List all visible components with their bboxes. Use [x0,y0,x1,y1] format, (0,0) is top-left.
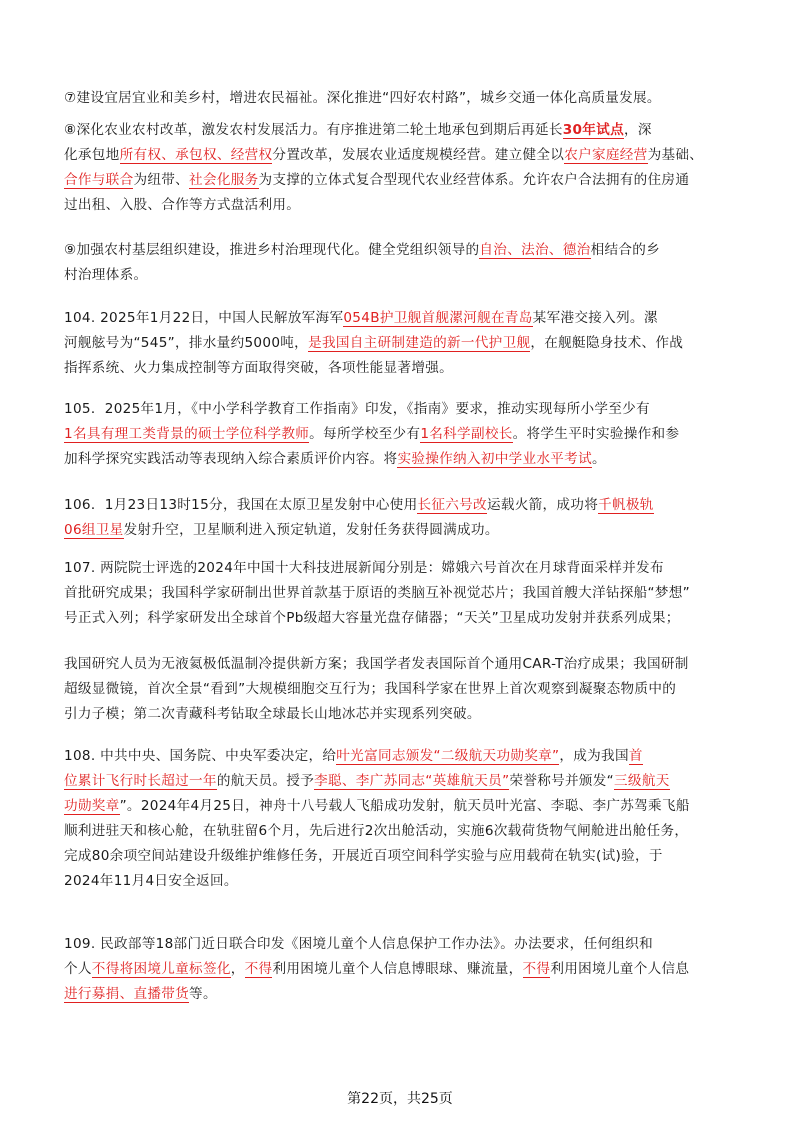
text-run: ，成为我国 [559,748,629,764]
text-run: 河舰舷号为“545”，排水量约5000吨， [64,335,309,351]
paragraph-line [64,422,764,447]
paragraph-line: 号正式入列；科学家研发出全球首个Pb级超大容量光盘存储器；“天关”卫星成功发射并获系列成果； [64,610,680,626]
paragraph-line: 指挥系统、火力集成控制等方面取得突破，各项性能显著增强。 [64,360,454,376]
paragraph-line [64,143,764,168]
text-run: ，在舰艇隐身技术、作战 [530,335,684,351]
paragraph-line [64,306,764,331]
highlight-term: 实验操作纳入初中学业水平考试 [397,451,592,467]
highlight-term: 是我国自主研制建造的新一代护卫舰 [308,335,531,351]
highlight-term: 叶光富同志颁发“二级航天功勋奖章” [336,748,560,764]
text-run: 的航天员。授予 [216,773,315,789]
paragraph-line [64,331,764,356]
text-run: 化承包地 [64,147,120,163]
paragraph-line [64,794,764,819]
paragraph-108 [64,744,764,894]
highlight-term: 不得 [522,961,551,977]
text-run: 108. 中共中央、国务院、中央军委决定，给 [64,748,337,764]
highlight-term: 1名具有理工类背景的硕士学位科学教师 [64,426,310,442]
text-run: ⑧深化农业农村改革，激发农村发展活力。有序推进第二轮土地承包到期后再延长 [64,122,563,138]
paragraph-104 [64,306,764,381]
highlight-term: 进行募捐、直播带货 [64,986,190,1002]
text-run: 等。 [189,986,217,1002]
paragraph-line [64,982,764,1007]
text-run: ， [230,961,245,977]
highlight-term: 06组卫星 [64,522,124,538]
paragraph-line: 过出租、入股、合作等方式盘活利用。 [64,197,301,213]
paragraph-line: 105．2025年1月，《中小学科学教育工作指南》印发，《指南》要求，推动实现每所小学至少有 [64,401,650,417]
highlight-term: 1名科学副校长 [420,426,513,442]
text-run: 运载火箭，成功将 [486,497,599,513]
paragraph-line [64,118,764,143]
text-run: 为纽带、 [133,172,190,188]
paragraph-line: 超级显微镜，首次全景“看到”大规模细胞交互行为；我国科学家在世界上首次观察到凝聚态物质中的 [64,681,677,697]
paragraph-line: 2024年11月4日安全返回。 [64,873,238,889]
text-run: 106．1月23日13时15分，我国在太原卫星发射中心使用 [64,497,418,513]
text-run: 分置改革，发展农业适度规模经营。建立健全以 [272,147,565,163]
highlight-term: 三级航天 [614,773,670,789]
paragraph-9 [64,238,764,288]
text-run: 。每所学校至少有 [309,426,421,442]
highlight-term: 不得 [244,961,273,977]
highlight-term: 千帆极轨 [598,497,654,513]
highlight-term: 自治、法治、德治 [479,242,591,258]
highlight-term: 054B护卫舰首舰漯河舰在青岛 [343,310,533,326]
paragraph-line [64,238,764,263]
text-run: ⑨加强农村基层组织建设，推进乡村治理现代化。健全党组织领导的 [64,242,480,258]
highlight-term: 不得将困境儿童标签化 [91,961,231,977]
paragraph-line: 完成80余项空间站建设升级维护维修任务，开展近百项空间科学实验与应用载荷在轨实(试)验，于 [64,848,663,864]
highlight-term: 李聪、李广苏同志“英雄航天员” [314,773,510,789]
paragraph-line [64,744,764,769]
highlight-term: 首 [628,748,643,764]
text-run: ，深 [623,122,652,138]
text-run: 。将学生平时实验操作和参 [512,426,680,442]
paragraph-line: 我国研究人员为无液氦极低温制冷提供新方案；我国学者发表国际首个通用CAR-T治疗成果；我国研制 [64,656,689,672]
highlight-term: 社会化服务 [189,172,259,188]
paragraph-line [64,447,764,472]
paragraph-107-continued [64,652,764,727]
text-run: 加科学探究实践活动等表现纳入综合素质评价内容。将 [64,451,398,467]
paragraph-7 [64,86,764,111]
paragraph-line: 107. 两院院士评选的2024年中国十大科技进展新闻分别是：嫦娥六号首次在月球背面采样并发布 [64,560,664,576]
paragraph-line [64,957,764,982]
paragraph-105 [64,397,764,472]
highlight-term: 合作与联合 [64,172,134,188]
highlight-term: 农户家庭经营 [564,147,648,163]
text-run: 发射升空，卫星顺利进入预定轨道，发射任务获得圆满成功。 [123,522,499,538]
text-run: 相结合的乡 [590,242,661,258]
highlight-term: 所有权、承包权、经营权 [119,147,273,163]
paragraph-109 [64,932,764,1007]
text-run: 为支撑的立体式复合型现代农业经营体系。允许农户合法拥有的住房通 [258,172,690,188]
highlight-term: 功勋奖章 [64,798,120,814]
paragraph-line: 引力子模；第二次青藏科考钻取全球最长山地冰芯并实现系列突破。 [64,706,481,722]
text-run: 104. 2025年1月22日，中国人民解放军海军 [64,310,344,326]
text-run: 为基础、 [647,147,704,163]
paragraph-line: 顺利进驻天和核心舱，在轨驻留6个月，先后进行2次出舱活动，实施6次载荷货物气闸舱进出舱任务， [64,823,689,839]
paragraph-line [64,769,764,794]
paragraph-line: 首批研究成果；我国科学家研制出世界首款基于原语的类脑互补视觉芯片；我国首艘大洋钻探船“梦想” [64,585,691,601]
text-run: 荣誉称号并颁发“ [509,773,615,789]
paragraph-107 [64,556,764,631]
highlight-term: 长征六号改 [417,497,487,513]
text-run: 个人 [64,961,92,977]
text-run: 。 [591,451,606,467]
text-run: 某军港交接入列。漯 [532,310,658,326]
text-run: 利用困境儿童个人信息博眼球、赚流量， [272,961,523,977]
paragraph-line [64,168,764,193]
paragraph-line: 109. 民政部等18部门近日联合印发《困境儿童个人信息保护工作办法》。办法要求，任何组织和 [64,936,654,952]
highlight-term: 30年试点 [562,122,624,138]
paragraph-line [64,493,764,518]
text-run: ”。2024年4月25日，神舟十八号载人飞船成功发射，航天员叶光富、李聪、李广苏驾乘飞船 [119,798,690,814]
paragraph-line: 村治理体系。 [64,267,148,283]
page-number-footer: 第22页，共25页 [347,1091,453,1107]
paragraph-line: ⑦建设宜居宜业和美乡村，增进农民福祉。深化推进“四好农村路”，城乡交通一体化高质量发展。 [64,90,661,106]
text-run: 利用困境儿童个人信息 [550,961,690,977]
paragraph-106 [64,493,764,543]
paragraph-8 [64,118,764,218]
paragraph-line [64,518,764,543]
highlight-term: 位累计飞行时长超过一年 [64,773,217,789]
